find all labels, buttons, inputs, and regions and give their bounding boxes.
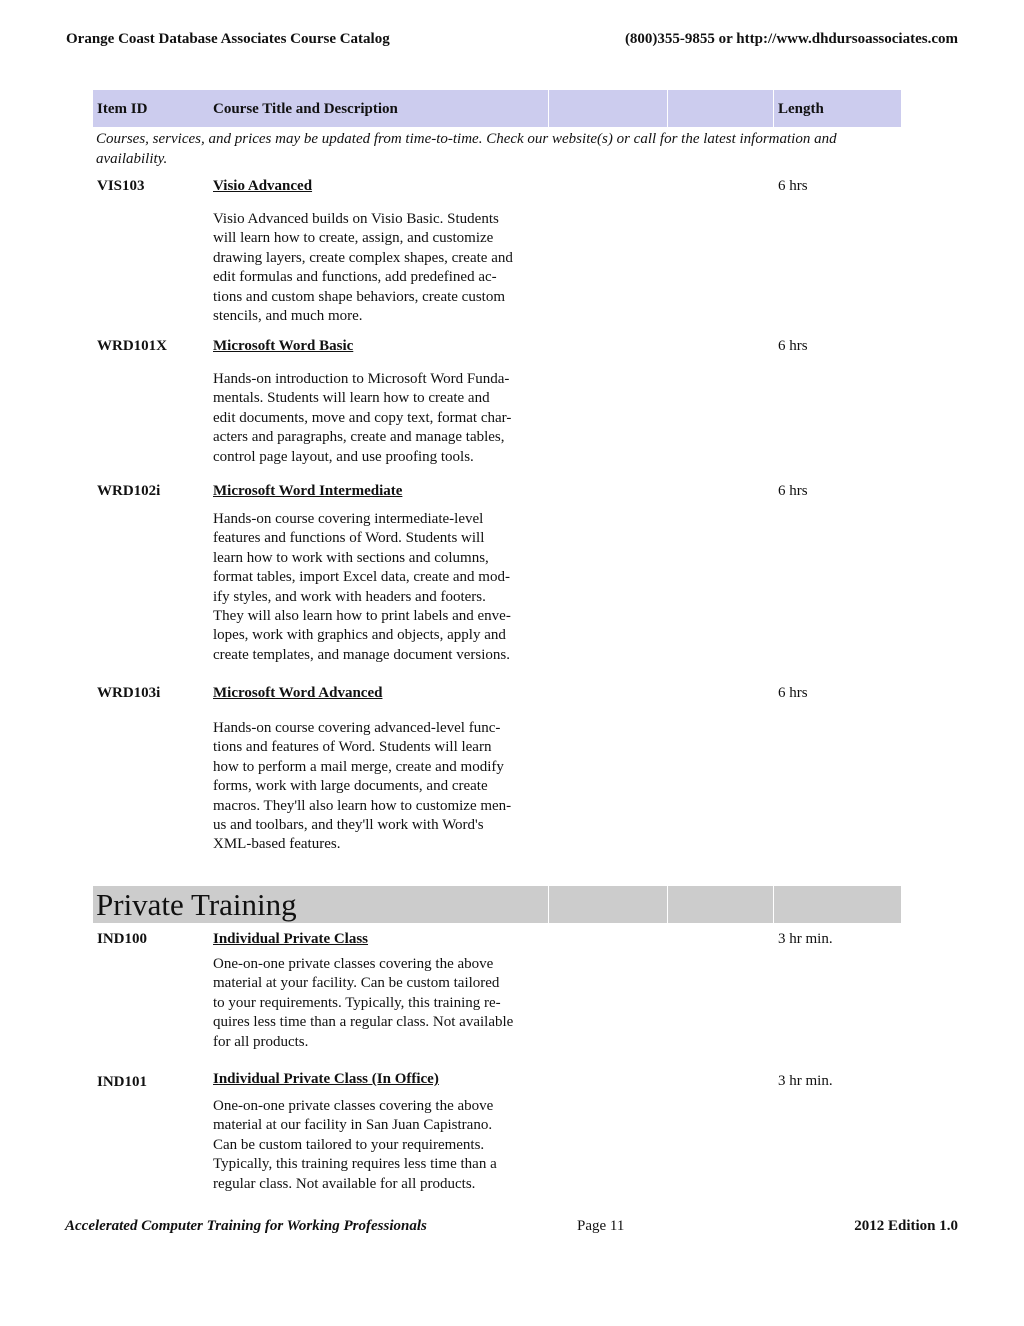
header-course-title: Course Title and Description — [213, 101, 398, 117]
course-description: Hands-on course covering advanced-level func- tions and features of Word. Students will learn how to perform a mail merge, create and modify forms, work with large documents, and create macros. They'll also learn how to customize men- us and toolbars, and they'll work with Word's XML-based features. — [213, 720, 512, 853]
course-length: 6 hrs — [778, 685, 808, 701]
course-title: Visio Advanced — [213, 178, 313, 194]
catalog-title: Orange Coast Database Associates Course Catalog — [66, 31, 390, 47]
course-description: Visio Advanced builds on Visio Basic. Students will learn how to create, assign, and customize drawing layers, create complex shapes, create and edit formulas and functions, add predefined ac- tions and custom shape behaviors, create custom stencils, and much more. — [213, 211, 513, 325]
column-divider — [667, 90, 668, 127]
course-id: WRD102i — [97, 483, 161, 499]
course-length: 6 hrs — [778, 178, 808, 194]
footer-tagline: Accelerated Computer Training for Working Professionals — [65, 1218, 427, 1234]
column-divider — [548, 90, 549, 127]
course-title: Microsoft Word Basic — [213, 338, 354, 354]
course-length: 3 hr min. — [778, 1073, 833, 1089]
header-length: Length — [778, 101, 824, 117]
course-length: 6 hrs — [778, 483, 808, 499]
course-description: Hands-on introduction to Microsoft Word Funda- mentals. Students will learn how to create and edit documents, move and copy text, format char- acters and paragraphs, create and manage tables, control page layout, and use proofing tools. — [213, 371, 512, 465]
course-title: Microsoft Word Advanced — [213, 685, 383, 701]
column-divider — [773, 90, 774, 127]
course-id: IND100 — [97, 931, 148, 947]
page-number: Page 11 — [577, 1218, 625, 1234]
edition-label: 2012 Edition 1.0 — [854, 1218, 958, 1234]
course-length: 6 hrs — [778, 338, 808, 354]
course-description: One-on-one private classes covering the above material at your facility. Can be custom tailored to your requirements. Typically, this training re- quires less time than a regular class. Not available for all products. — [213, 956, 514, 1050]
course-description: Hands-on course covering intermediate-level features and functions of Word. Students will learn how to work with sections and columns, format tables, import Excel data, create and mod- ify styles, and work with headers and footers. They will also learn how to print labels and enve- lopes, work with graphics and objects, apply and create templates, and manage document versions. — [213, 511, 511, 663]
course-description: One-on-one private classes covering the above material at our facility in San Juan Capistrano. Can be custom tailored to your requirements. Typically, this training requires less time than a regular class. Not available for all products. — [213, 1098, 497, 1192]
course-length: 3 hr min. — [778, 931, 833, 947]
column-divider — [667, 886, 668, 923]
contact-info: (800)355-9855 or http://www.dhdursoassociates.com — [624, 31, 958, 47]
section-title: Private Training — [96, 887, 297, 922]
course-id: VIS103 — [97, 178, 145, 194]
column-divider — [548, 886, 549, 923]
course-id: IND101 — [97, 1074, 148, 1090]
course-id: WRD103i — [97, 685, 161, 701]
course-title: Individual Private Class (In Office) — [213, 1071, 439, 1087]
course-id: WRD101X — [97, 338, 167, 354]
update-notice: Courses, services, and prices may be updated from time-to-time. Check our website(s) or call for the latest information and availability. — [96, 131, 837, 167]
column-divider — [773, 886, 774, 923]
course-title: Microsoft Word Intermediate — [213, 483, 403, 499]
course-title: Individual Private Class — [213, 931, 369, 947]
header-item-id: Item ID — [97, 101, 148, 117]
